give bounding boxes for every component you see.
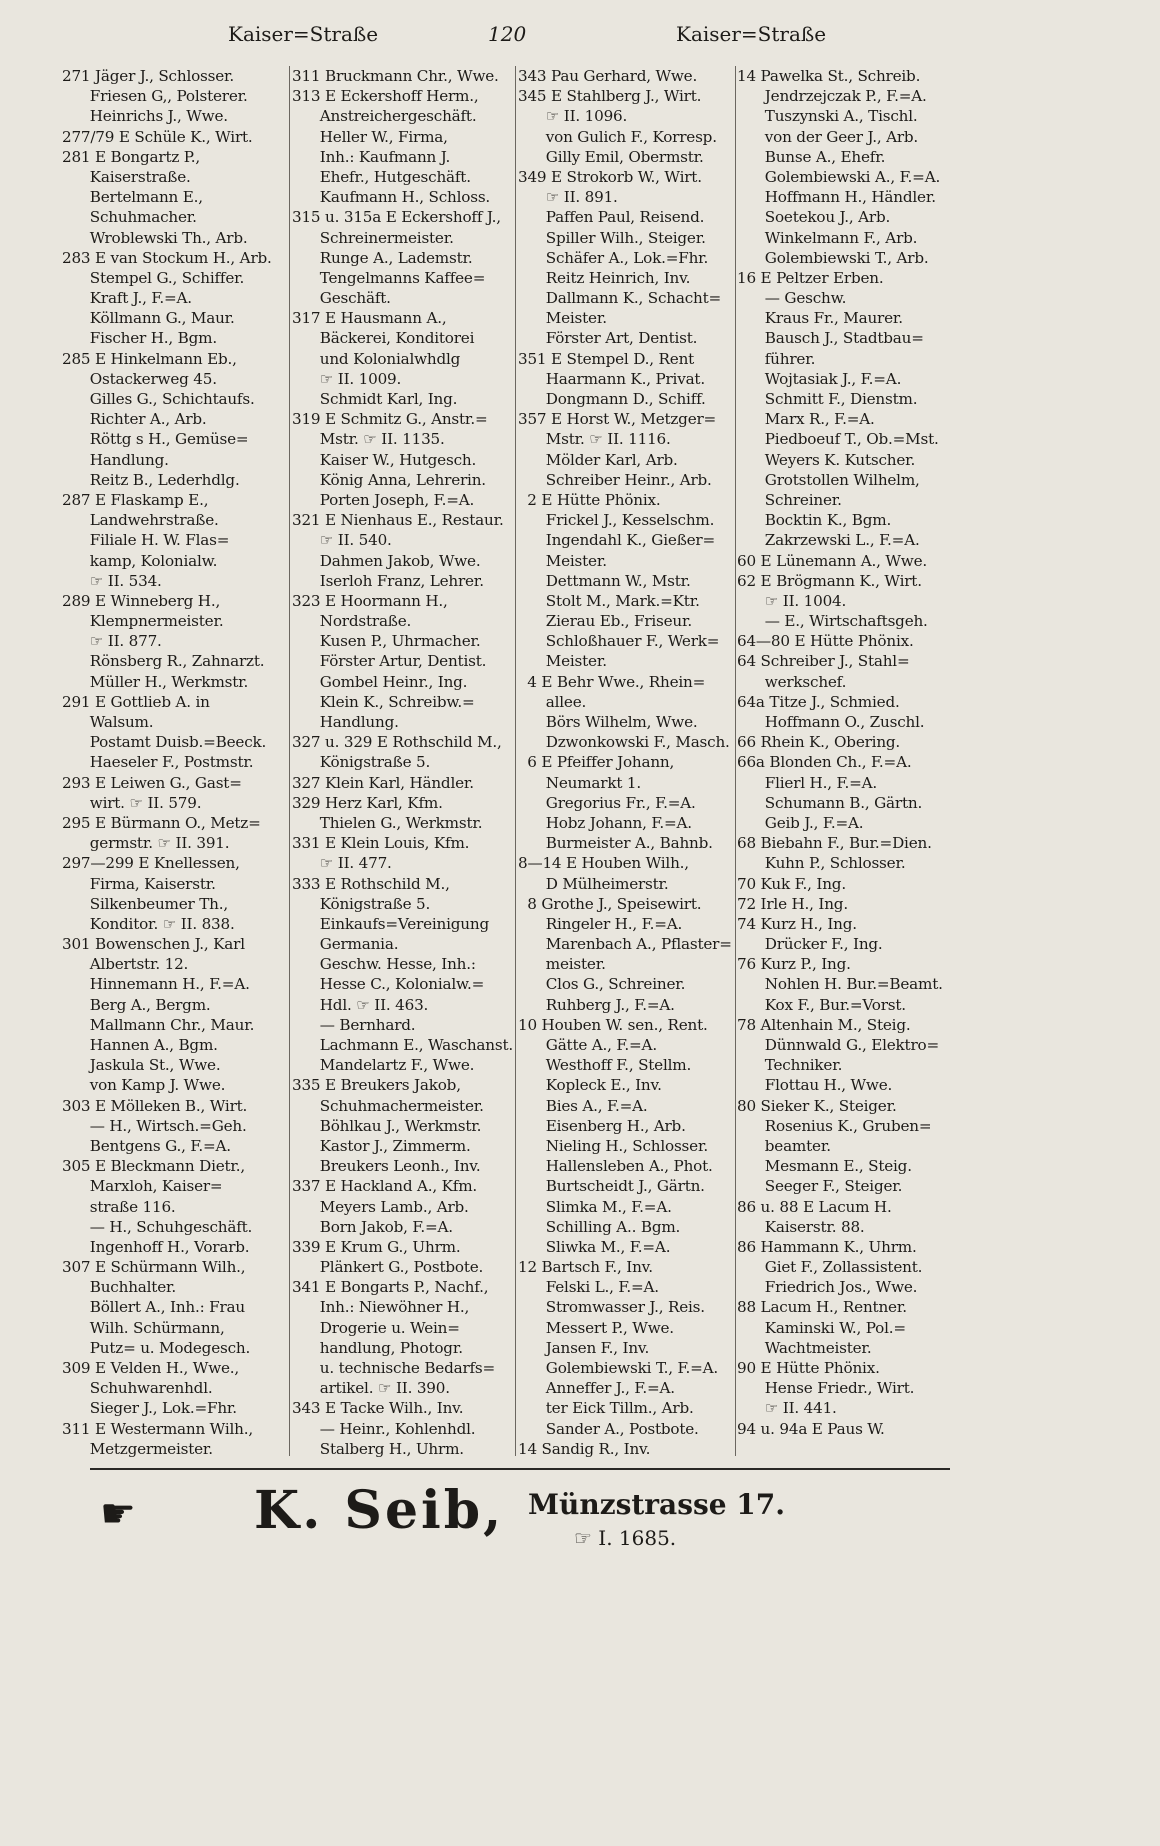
directory-entry-line: Königstraße 5. (292, 894, 431, 913)
directory-entry-line: Porten Joseph, F.=A. (292, 490, 475, 509)
directory-entry-line: Anneffer J., F.=A. (518, 1379, 675, 1398)
directory-entry-line: Nohlen H. Bur.=Beamt. (737, 975, 943, 994)
directory-entry-line: — Bernhard. (292, 1015, 416, 1034)
directory-entry-line: beamter. (737, 1136, 831, 1155)
directory-entry-line: Giet F., Zollassistent. (737, 1258, 923, 1277)
directory-entry-line: und Kolonialwhdlg (292, 349, 461, 368)
directory-entry-line: Schäfer A., Lok.=Fhr. (518, 248, 709, 267)
page-number: 120 (488, 22, 527, 46)
directory-entry-line: Clos G., Schreiner. (518, 975, 686, 994)
directory-entry-line: Drogerie u. Wein= (292, 1318, 460, 1337)
directory-entry-line: Einkaufs=Vereinigung (292, 914, 489, 933)
directory-entry-line: 271 Jäger J., Schlosser. (62, 67, 235, 85)
directory-entry-line: Kastor J., Zimmerm. (292, 1136, 471, 1155)
directory-entry-line: Bentgens G., F.=A. (62, 1136, 231, 1155)
directory-entry-line: Inh.: Niewöhner H., (292, 1298, 470, 1317)
directory-entry-line: meister. (518, 955, 606, 974)
running-header-right: Kaiser=Straße (676, 22, 827, 46)
directory-entry-line: Golembiewski T., F.=A. (518, 1359, 719, 1377)
directory-entry-line: ☞ II. 441. (737, 1399, 837, 1418)
directory-entry-line: Schloßhauer F., Werk= (518, 632, 720, 651)
directory-entry-line: 351 E Stempel D., Rent (518, 349, 695, 368)
directory-entry-line: ter Eick Tillm., Arb. (518, 1399, 694, 1418)
directory-entry-line: ☞ II. 891. (518, 188, 618, 207)
directory-entry-line: Putz= u. Modegesch. (62, 1338, 251, 1357)
directory-entry-line: 277/79 E Schüle K., Wirt. (62, 127, 253, 146)
directory-entry-line: allee. (518, 692, 587, 711)
directory-entry-line: Geschw. Hesse, Inh.: (292, 955, 476, 974)
directory-entry-line: Stromwasser J., Reis. (518, 1298, 705, 1317)
directory-entry-line: 311 Bruckmann Chr., Wwe. (292, 67, 499, 85)
directory-entry-line: 86 Hammann K., Uhrm. (737, 1237, 917, 1256)
directory-entry-line: Schumann B., Gärtn. (737, 793, 923, 812)
directory-entry-line: Kraft J., F.=A. (62, 289, 192, 308)
directory-entry-line: Stalberg H., Uhrm. (292, 1439, 464, 1458)
directory-entry-line: 12 Bartsch F., Inv. (518, 1258, 653, 1277)
directory-entry-line: Kox F., Bur.=Vorst. (737, 995, 906, 1014)
directory-entry-line: Wojtasiak J., F.=A. (737, 369, 902, 388)
pointing-hand-icon: ☛ (100, 1491, 136, 1537)
directory-entry-line: Marenbach A., Pflaster= (518, 935, 732, 954)
directory-entry-line: 90 E Hütte Phönix. (737, 1359, 880, 1377)
directory-entry-line: 4 E Behr Wwe., Rhein= (518, 672, 706, 691)
directory-entry-line: ☞ II. 1004. (737, 591, 847, 610)
directory-entry-line: Gätte A., F.=A. (518, 1036, 657, 1054)
directory-entry-line: Ehefr., Hutgeschäft. (292, 167, 471, 186)
directory-entry-line: 317 E Hausmann A., (292, 309, 447, 328)
directory-entry-line: Mesmann E., Steig. (737, 1157, 912, 1176)
directory-entry-line: 72 Irle H., Ing. (737, 894, 848, 913)
directory-entry-line: Techniker. (737, 1056, 843, 1075)
directory-entry-line: — H., Schuhgeschäft. (62, 1217, 253, 1236)
directory-entry-line: Spiller Wilh., Steiger. (518, 228, 706, 247)
directory-entry-line: Handlung. (62, 450, 169, 469)
directory-entry-line: Schuhmachermeister. (292, 1096, 484, 1115)
directory-entry-line: ☞ II. 1009. (292, 369, 402, 388)
directory-entry-line: Marx R., F.=A. (737, 410, 875, 429)
directory-entry-line: Kuhn P., Schlosser. (737, 854, 906, 873)
directory-entry-line: Mallmann Chr., Maur. (62, 1015, 255, 1034)
directory-entry-line: 281 E Bongartz P., (62, 147, 200, 166)
directory-entry-line: Burtscheidt J., Gärtn. (518, 1177, 705, 1196)
directory-entry-line: Böhlkau J., Werkmstr. (292, 1116, 482, 1135)
directory-entry-line: Weyers K. Kutscher. (737, 450, 916, 469)
directory-entry-line: 80 Sieker K., Steiger. (737, 1096, 897, 1115)
directory-entry-line: ☞ II. 877. (62, 632, 162, 651)
directory-entry-line: Hdl. ☞ II. 463. (292, 995, 429, 1014)
directory-entry-line: Stolt M., Mark.=Ktr. (518, 591, 700, 610)
directory-entry-line: — H., Wirtsch.=Geh. (62, 1116, 247, 1135)
directory-entry-line: Nordstraße. (292, 612, 412, 631)
directory-entry-line: 309 E Velden H., Wwe., (62, 1359, 240, 1377)
directory-entry-line: Messert P., Wwe. (518, 1318, 674, 1337)
directory-entry-line: 70 Kuk F., Ing. (737, 874, 846, 893)
directory-entry-line: 335 E Breukers Jakob, (292, 1076, 461, 1095)
directory-entry-line: 62 E Brögmann K., Wirt. (737, 571, 922, 590)
directory-entry-line: Sliwka M., F.=A. (518, 1237, 671, 1256)
directory-entry-line: Postamt Duisb.=Beeck. (62, 733, 267, 752)
directory-entry-line: 313 E Eckershoff Herm., (292, 87, 479, 106)
directory-entry-line: Schreiber Heinr., Arb. (518, 470, 712, 489)
directory-entry-line: 303 E Mölleken B., Wirt. (62, 1096, 248, 1115)
directory-entry-line: Firma, Kaiserstr. (62, 874, 216, 893)
directory-entry-line: Jansen F., Inv. (518, 1338, 650, 1357)
directory-entry-line: 323 E Hoormann H., (292, 591, 448, 610)
directory-entry-line: Seeger F., Steiger. (737, 1177, 903, 1196)
directory-entry-line: D Mülheimerstr. (518, 874, 669, 893)
directory-entry-line: Anstreichergeschäft. (292, 107, 477, 126)
running-header-left: Kaiser=Straße (228, 22, 379, 46)
directory-entry-line: — Heinr., Kohlenhdl. (292, 1419, 476, 1438)
directory-entry-line: Piedboeuf T., Ob.=Mst. (737, 430, 939, 449)
directory-entry-line: 307 E Schürmann Wilh., (62, 1258, 246, 1277)
directory-entry-line: Konditor. ☞ II. 838. (62, 914, 235, 933)
directory-entry-line: Meyers Lamb., Arb. (292, 1197, 469, 1216)
directory-entry-line: 349 E Strokorb W., Wirt. (518, 167, 702, 186)
directory-entry-line: Müller H., Werkmstr. (62, 672, 249, 691)
directory-entry-line: Gombel Heinr., Ing. (292, 672, 468, 691)
directory-entry-line: König Anna, Lehrerin. (292, 470, 486, 489)
directory-entry-line: Reitz Heinrich, Inv. (518, 268, 691, 287)
directory-entry-line: kamp, Kolonialw. (62, 551, 218, 570)
directory-entry-line: 319 E Schmitz G., Anstr.= (292, 410, 488, 429)
directory-entry-line: 343 Pau Gerhard, Wwe. (518, 67, 698, 85)
directory-entry-line: Wroblewski Th., Arb. (62, 228, 248, 247)
directory-entry-line: germstr. ☞ II. 391. (62, 834, 230, 853)
directory-entry-line: Böllert A., Inh.: Frau (62, 1298, 245, 1317)
directory-entry-line: 10 Houben W. sen., Rent. (518, 1015, 708, 1034)
directory-entry-line: Kaiser W., Hutgesch. (292, 450, 477, 469)
directory-entry-line: 345 E Stahlberg J., Wirt. (518, 87, 702, 106)
column-divider (289, 66, 290, 1456)
directory-entry-line: 305 E Bleckmann Dietr., (62, 1157, 246, 1176)
directory-entry-line: — E., Wirtschaftsgeh. (737, 612, 928, 631)
directory-entry-line: Schmidt Karl, Ing. (292, 390, 458, 408)
directory-entry-line: 60 E Lünemann A., Wwe. (737, 551, 928, 570)
directory-entry-line: wirt. ☞ II. 579. (62, 793, 202, 812)
directory-entry-line: 341 E Bongarts P., Nachf., (292, 1278, 489, 1297)
directory-entry-line: von Kamp J. Wwe. (62, 1076, 226, 1095)
directory-entry-line: 297—299 E Knellessen, (62, 854, 240, 873)
directory-entry-line: Albertstr. 12. (62, 955, 189, 974)
directory-entry-line: 68 Biebahn F., Bur.=Dien. (737, 834, 932, 853)
directory-entry-line: Meister. (518, 309, 607, 328)
directory-entry-line: Sieger J., Lok.=Fhr. (62, 1399, 237, 1418)
directory-entry-line: 333 E Rothschild M., (292, 874, 450, 893)
directory-entry-line: Börs Wilhelm, Wwe. (518, 713, 698, 731)
directory-entry-line: 327 u. 329 E Rothschild M., (292, 733, 502, 752)
directory-entry-line: Heinrichs J., Wwe. (62, 107, 228, 126)
directory-entry-line: 329 Herz Karl, Kfm. (292, 793, 443, 812)
directory-entry-line: 94 u. 94a E Paus W. (737, 1419, 885, 1438)
directory-entry-line: Bunse A., Ehefr. (737, 147, 886, 166)
directory-entry-line: Westhoff F., Stellm. (518, 1056, 692, 1075)
directory-entry-line: Hallensleben A., Phot. (518, 1157, 713, 1176)
directory-entry-line: Paffen Paul, Reisend. (518, 208, 705, 227)
directory-column-2 (292, 66, 514, 1459)
directory-entry-line: 301 Bowenschen J., Karl (62, 935, 245, 954)
directory-entry-line: 331 E Klein Louis, Kfm. (292, 834, 470, 853)
directory-entry-line: Runge A., Lademstr. (292, 248, 473, 267)
directory-entry-line: Ostackerweg 45. (62, 369, 217, 388)
directory-entry-line: Kraus Fr., Maurer. (737, 309, 903, 328)
directory-entry-line: Hinnemann H., F.=A. (62, 975, 250, 994)
directory-column-3 (518, 66, 734, 1459)
directory-entry-line: Friedrich Jos., Wwe. (737, 1278, 918, 1297)
directory-entry-line: Dzwonkowski F., Masch. (518, 733, 730, 752)
directory-entry-line: Mandelartz F., Wwe. (292, 1056, 475, 1075)
directory-entry-line: Rosenius K., Gruben= (737, 1116, 932, 1135)
directory-entry-line: Jaskula St., Wwe. (62, 1056, 221, 1075)
directory-entry-line: Grotstollen Wilhelm, (737, 470, 920, 489)
directory-entry-line: 8—14 E Houben Wilh., (518, 854, 689, 873)
advertiser-address: Münzstrasse 17. (528, 1488, 786, 1521)
directory-entry-line: Metzgermeister. (62, 1439, 213, 1458)
directory-entry-line: Jendrzejczak P., F.=A. (737, 87, 927, 106)
directory-entry-line: 16 E Peltzer Erben. (737, 268, 884, 287)
directory-entry-line: Richter A., Arb. (62, 410, 207, 429)
directory-entry-line: Hannen A., Bgm. (62, 1036, 218, 1054)
directory-entry-line: 64—80 E Hütte Phönix. (737, 632, 914, 651)
directory-entry-line: 287 E Flaskamp E., (62, 490, 209, 509)
directory-entry-line: artikel. ☞ II. 390. (292, 1379, 450, 1398)
directory-entry-line: Tengelmanns Kaffee= (292, 268, 486, 287)
directory-entry-line: Geib J., F.=A. (737, 813, 864, 832)
directory-entry-line: 14 Pawelka St., Schreib. (737, 67, 921, 85)
directory-entry-line: Kusen P., Uhrmacher. (292, 632, 481, 651)
directory-entry-line: Kaufmann H., Schloss. (292, 188, 491, 207)
advertiser-phone: ☞ I. 1685. (574, 1526, 677, 1550)
directory-entry-line: Reitz B., Lederhdlg. (62, 470, 240, 489)
directory-entry-line: u. technische Bedarfs= (292, 1359, 496, 1377)
directory-entry-line: 86 u. 88 E Lacum H. (737, 1197, 892, 1216)
column-divider (515, 66, 516, 1456)
directory-entry-line: Mstr. ☞ II. 1116. (518, 430, 671, 449)
directory-entry-line: 289 E Winneberg H., (62, 591, 221, 610)
directory-entry-line: Kopleck E., Inv. (518, 1076, 662, 1095)
directory-entry-line: Soetekou J., Arb. (737, 208, 891, 227)
directory-entry-line: Marxloh, Kaiser= (62, 1177, 223, 1196)
directory-entry-line: werkschef. (737, 672, 847, 691)
directory-entry-line: Filiale H. W. Flas= (62, 531, 230, 550)
directory-entry-line: Buchhalter. (62, 1278, 176, 1297)
directory-entry-line: 88 Lacum H., Rentner. (737, 1298, 907, 1317)
directory-entry-line: 295 E Bürmann O., Metz= (62, 813, 261, 832)
directory-entry-line: Ingendahl K., Gießer= (518, 531, 716, 550)
directory-entry-line: Breukers Leonh., Inv. (292, 1157, 481, 1176)
directory-entry-line: 311 E Westermann Wilh., (62, 1419, 253, 1438)
directory-entry-line: Dallmann K., Schacht= (518, 289, 722, 308)
directory-entry-line: von Gulich F., Korresp. (518, 127, 717, 146)
directory-entry-line: Plänkert G., Postbote. (292, 1258, 484, 1277)
directory-entry-line: Slimka M., F.=A. (518, 1197, 672, 1216)
directory-entry-line: ☞ II. 477. (292, 854, 392, 873)
directory-entry-line: 14 Sandig R., Inv. (518, 1439, 651, 1458)
directory-entry-line: Meister. (518, 652, 607, 671)
directory-entry-line: Wachtmeister. (737, 1338, 872, 1357)
directory-entry-line: Gilles G., Schichtaufs. (62, 390, 255, 408)
directory-entry-line: von der Geer J., Arb. (737, 127, 919, 146)
directory-entry-line: Zierau Eb., Friseur. (518, 612, 693, 631)
directory-entry-line: Felski L., F.=A. (518, 1278, 659, 1297)
advertisement (90, 1478, 950, 1558)
directory-entry-line: Schilling A.. Bgm. (518, 1217, 681, 1236)
directory-entry-line: Röttg s H., Gemüse= (62, 430, 249, 449)
directory-entry-line: Schuhmacher. (62, 208, 197, 227)
directory-entry-line: Haeseler F., Postmstr. (62, 753, 254, 772)
directory-entry-line: Hoffmann H., Händler. (737, 188, 936, 207)
directory-entry-line: Klein K., Schreibw.= (292, 692, 475, 711)
directory-entry-line: Kaiserstraße. (62, 167, 191, 186)
directory-entry-line: führer. (737, 349, 816, 368)
directory-column-4 (737, 66, 981, 1439)
directory-entry-line: Gilly Emil, Obermstr. (518, 147, 704, 166)
directory-entry-line: Inh.: Kaufmann J. (292, 147, 451, 166)
directory-entry-line: Golembiewski A., F.=A. (737, 167, 941, 186)
directory-entry-line: Bäckerei, Konditorei (292, 329, 475, 348)
directory-entry-line: Schreiner. (737, 490, 842, 509)
directory-entry-line: Ruhberg J., F.=A. (518, 995, 675, 1014)
directory-entry-line: Rönsberg R., Zahnarzt. (62, 652, 265, 671)
directory-entry-line: Haarmann K., Privat. (518, 369, 705, 388)
directory-entry-line: Sander A., Postbote. (518, 1419, 699, 1438)
directory-entry-line: Bertelmann E., (62, 188, 203, 207)
column-divider (735, 66, 736, 1456)
directory-entry-line: Geschäft. (292, 289, 391, 308)
directory-entry-line: Ringeler H., F.=A. (518, 914, 683, 933)
directory-entry-line: 327 Klein Karl, Händler. (292, 773, 474, 792)
directory-entry-line: Flierl H., F.=A. (737, 773, 877, 792)
directory-entry-line: 293 E Leiwen G., Gast= (62, 773, 242, 792)
directory-entry-line: Hesse C., Kolonialw.= (292, 975, 485, 994)
directory-entry-line: Wilh. Schürmann, (62, 1318, 225, 1337)
directory-entry-line: Heller W., Firma, (292, 127, 448, 146)
directory-entry-line: Dongmann D., Schiff. (518, 390, 706, 408)
directory-entry-line: Meister. (518, 551, 607, 570)
directory-entry-line: Burmeister A., Bahnb. (518, 834, 713, 853)
directory-entry-line: Schuhwarenhdl. (62, 1379, 213, 1398)
directory-entry-line: Hense Friedr., Wirt. (737, 1379, 915, 1398)
directory-entry-line: Friesen G,, Polsterer. (62, 87, 248, 106)
advertisement-rule-top (90, 1468, 950, 1470)
directory-entry-line: Zakrzewski L., F.=A. (737, 531, 920, 550)
directory-entry-line: Nieling H., Schlosser. (518, 1136, 708, 1155)
directory-entry-line: Berg A., Bergm. (62, 995, 211, 1014)
directory-entry-line: Königstraße 5. (292, 753, 431, 772)
directory-entry-line: Stempel G., Schiffer. (62, 268, 245, 287)
directory-entry-line: Fischer H., Bgm. (62, 329, 217, 348)
directory-entry-line: Förster Artur, Dentist. (292, 652, 487, 671)
directory-entry-line: Walsum. (62, 713, 154, 731)
directory-entry-line: 64a Titze J., Schmied. (737, 692, 900, 711)
directory-entry-line: 321 E Nienhaus E., Restaur. (292, 511, 504, 530)
directory-entry-line: Dünnwald G., Elektro= (737, 1036, 939, 1054)
directory-entry-line: Born Jakob, F.=A. (292, 1217, 453, 1236)
directory-entry-line: Iserloh Franz, Lehrer. (292, 571, 484, 590)
directory-entry-line: Dahmen Jakob, Wwe. (292, 551, 481, 570)
directory-entry-line: Dettmann W., Mstr. (518, 571, 691, 590)
advertiser-name: K. Seib, (254, 1480, 505, 1541)
directory-entry-line: 315 u. 315a E Eckershoff J., (292, 208, 501, 227)
directory-entry-line: Landwehrstraße. (62, 511, 219, 530)
directory-entry-line: 74 Kurz H., Ing. (737, 914, 857, 933)
directory-entry-line: Golembiewski T., Arb. (737, 248, 929, 267)
directory-entry-line: 78 Altenhain M., Steig. (737, 1015, 911, 1034)
directory-entry-line: Gregorius Fr., F.=A. (518, 793, 696, 812)
directory-entry-line: Schreinermeister. (292, 228, 454, 247)
directory-entry-line: Kaiserstr. 88. (737, 1217, 865, 1236)
directory-entry-line: 8 Grothe J., Speisewirt. (518, 894, 702, 913)
directory-entry-line: 76 Kurz P., Ing. (737, 955, 851, 974)
directory-entry-line: Kaminski W., Pol.= (737, 1318, 906, 1337)
directory-entry-line: — Geschw. (737, 289, 847, 308)
directory-entry-line: 337 E Hackland A., Kfm. (292, 1177, 478, 1196)
directory-entry-line: Drücker F., Ing. (737, 935, 883, 954)
directory-entry-line: Eisenberg H., Arb. (518, 1116, 686, 1135)
directory-entry-line: 6 E Pfeiffer Johann, (518, 753, 675, 772)
directory-entry-line: Hobz Johann, F.=A. (518, 813, 692, 832)
directory-entry-line: Ingenhoff H., Vorarb. (62, 1237, 250, 1256)
directory-entry-line: Neumarkt 1. (518, 773, 641, 792)
directory-entry-line: handlung, Photogr. (292, 1338, 463, 1357)
directory-entry-line: Silkenbeumer Th., (62, 894, 228, 913)
directory-entry-line: 285 E Hinkelmann Eb., (62, 349, 237, 368)
directory-entry-line: Thielen G., Werkmstr. (292, 813, 483, 832)
directory-entry-line: 66 Rhein K., Obering. (737, 733, 901, 752)
directory-entry-line: Winkelmann F., Arb. (737, 228, 918, 247)
directory-entry-line: Klempnermeister. (62, 612, 224, 631)
directory-entry-line: 64 Schreiber J., Stahl= (737, 652, 910, 671)
directory-entry-line: 2 E Hütte Phönix. (518, 490, 661, 509)
directory-entry-line: ☞ II. 1096. (518, 107, 628, 126)
directory-entry-line: Germania. (292, 935, 399, 954)
directory-entry-line: 343 E Tacke Wilh., Inv. (292, 1399, 464, 1418)
directory-entry-line: Mstr. ☞ II. 1135. (292, 430, 445, 449)
directory-entry-line: straße 116. (62, 1197, 176, 1216)
directory-entry-line: Förster Art, Dentist. (518, 329, 698, 348)
directory-entry-line: ☞ II. 540. (292, 531, 392, 550)
directory-entry-line: 339 E Krum G., Uhrm. (292, 1237, 461, 1256)
directory-entry-line: 283 E van Stockum H., Arb. (62, 248, 272, 267)
directory-entry-line: 357 E Horst W., Metzger= (518, 410, 717, 429)
directory-entry-line: ☞ II. 534. (62, 571, 162, 590)
directory-entry-line: Tuszynski A., Tischl. (737, 107, 918, 126)
directory-entry-line: Schmitt F., Dienstm. (737, 390, 918, 408)
directory-entry-line: Köllmann G., Maur. (62, 309, 235, 328)
directory-entry-line: Hoffmann O., Zuschl. (737, 713, 925, 731)
directory-entry-line: Handlung. (292, 713, 399, 731)
directory-entry-line: 66a Blonden Ch., F.=A. (737, 753, 912, 772)
directory-entry-line: Bausch J., Stadtbau= (737, 329, 924, 348)
directory-entry-line: Bies A., F.=A. (518, 1096, 648, 1115)
directory-entry-line: Flottau H., Wwe. (737, 1076, 893, 1095)
directory-entry-line: Frickel J., Kesselschm. (518, 511, 715, 530)
directory-entry-line: Mölder Karl, Arb. (518, 450, 678, 469)
directory-entry-line: 291 E Gottlieb A. in (62, 692, 210, 711)
directory-entry-line: Bocktin K., Bgm. (737, 511, 892, 530)
directory-column-1 (62, 66, 288, 1459)
directory-entry-line: Lachmann E., Waschanst. (292, 1036, 513, 1054)
